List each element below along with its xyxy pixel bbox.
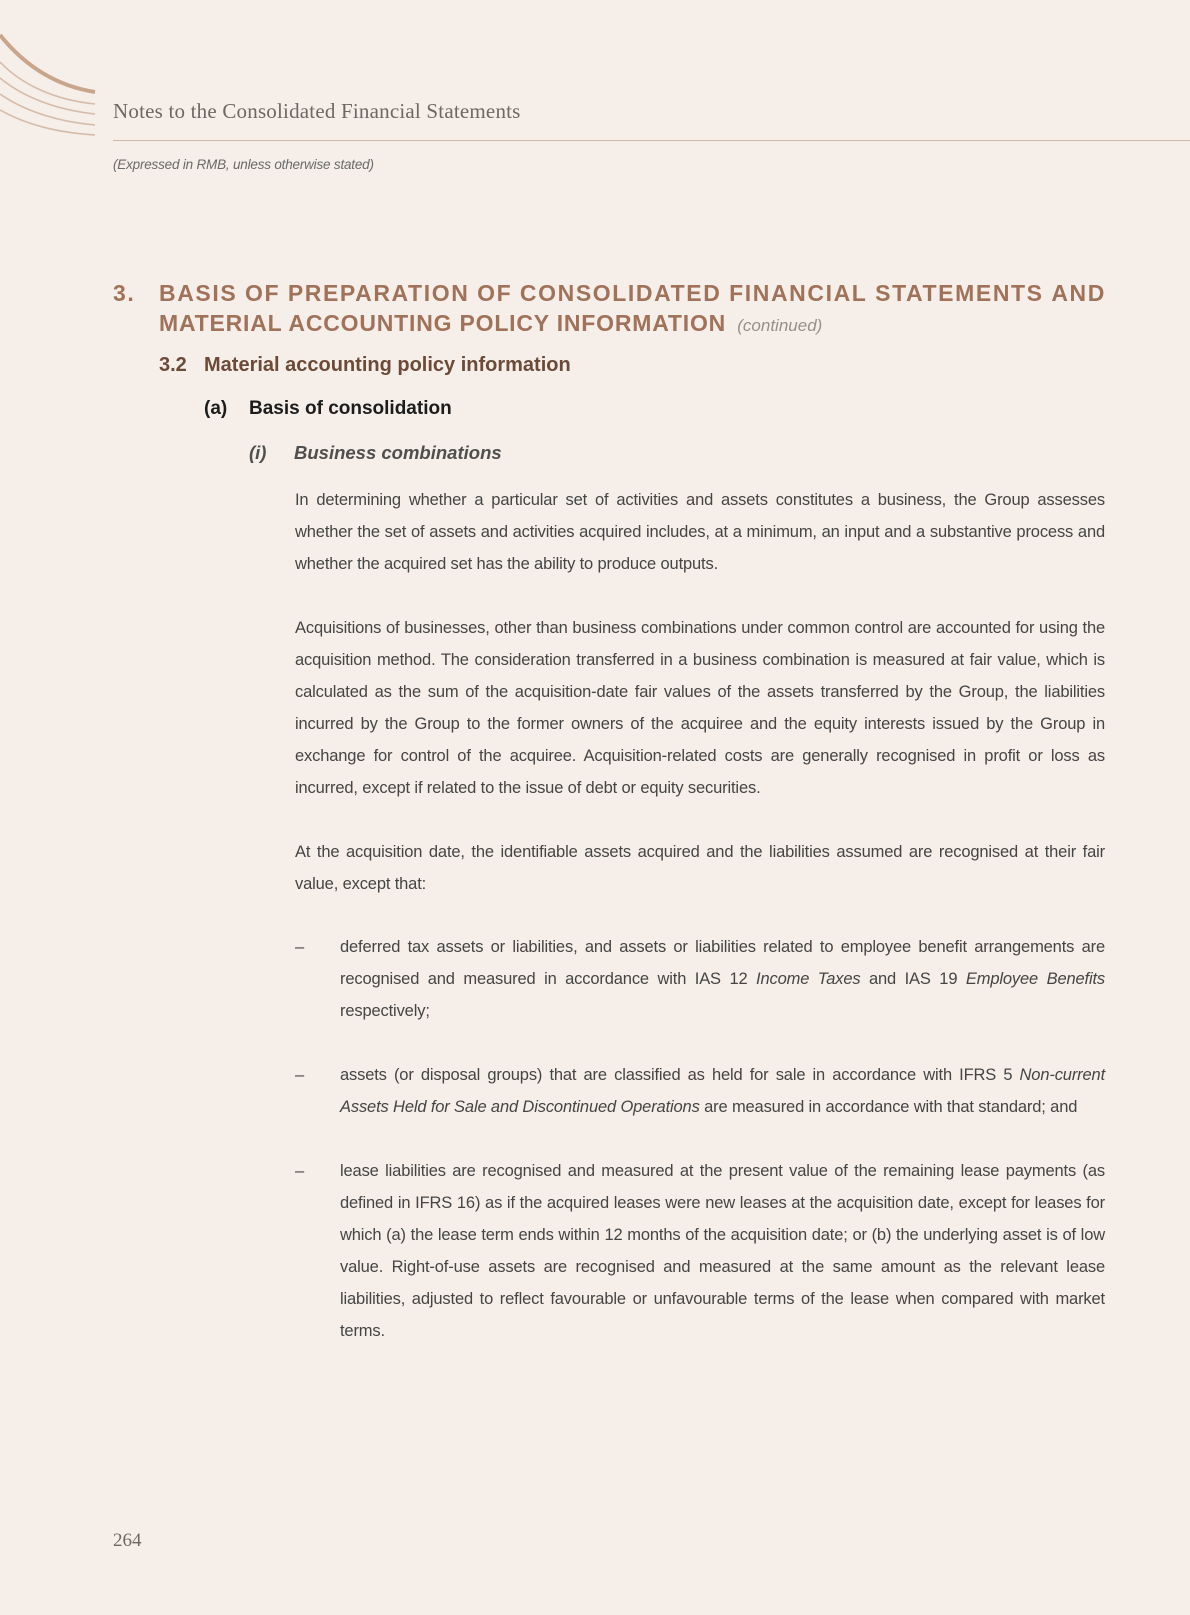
section-title-word: AND (1051, 280, 1106, 306)
subsection-i-number: (i) (249, 442, 267, 463)
continued-label: (continued) (737, 316, 823, 335)
subsection-a-title: Basis of consolidation (249, 398, 452, 419)
bullet-text-part: respectively; (340, 1002, 430, 1020)
bullet-dash: – (295, 1162, 305, 1180)
section-number: 3. (113, 280, 136, 306)
standard-title: Non-current Assets Held for Sale and Discontinued Operations (340, 1066, 1105, 1116)
subsection-i-heading (249, 442, 502, 464)
paragraph-acquisition-method: Acquisitions of businesses, other than business combinations under common control are accounted for using the acquisition method. The consideration transferred in a business combination is measured at fair value, which is calculated as the sum of the acquisition-date fair values of the assets transferred by the Group, the liabilities incurred by the Group to the former owners of the acquiree and the equity interests issued by the Group in exchange for control of the acquiree. Acquisition-related costs are generally recognised in profit or loss as incurred, except if related to the issue of debt or equity securities. (295, 619, 1105, 797)
section-title-line2-text: MATERIAL ACCOUNTING POLICY INFORMATION (159, 310, 727, 336)
section-title-word: CONSOLIDATED (519, 280, 722, 306)
subsection-a-heading (204, 398, 452, 420)
bullet-text-part: assets (or disposal groups) that are classified as held for sale in accordance with IFRS 5 (340, 1066, 1020, 1084)
section-title-word: PREPARATION (287, 280, 470, 306)
bullet-text-part: are measured in accordance with that standard; and (699, 1098, 1078, 1116)
bullet-text-part: deferred tax assets or liabilities, and assets or liabilities related to employee benefit arrangements are recognised and measured in accordance with IAS 12 (340, 938, 1105, 988)
section-title-word: FINANCIAL (729, 280, 868, 306)
section-title-line1 (159, 278, 1106, 308)
bullet-text: lease liabilities are recognised and measured at the present value of the remaining lease payments (as defined in IFRS 16) as if the acquired leases were new leases at the acquisition date, except for leases for which (a) the lease term ends within 12 months of the acquisition date; or (b) the underlying asset is of low value. Right-of-use assets are recognised and measured at the same amount as the relevant lease liabilities, adjusted to reflect favourable or unfavourable terms of the lease when compared with market terms. (340, 1162, 1105, 1340)
header-title: Notes to the Consolidated Financial Statements (113, 99, 521, 123)
section-title-word: OF (244, 280, 281, 306)
bullet-text (340, 1059, 1105, 1123)
header-divider (113, 140, 1190, 141)
standard-title: Employee Benefits (965, 970, 1106, 988)
subsection-heading (159, 354, 571, 377)
paragraph-business-definition: In determining whether a particular set of activities and assets constitutes a business, the Group assesses whether the set of assets and activities acquired includes, at a minimum, an input and a substantive process and whether the acquired set has the ability to produce outputs. (295, 491, 1105, 573)
subsection-number: 3.2 (159, 354, 187, 376)
bullet-text-part: and IAS 19 (860, 970, 966, 988)
section-title-word: STATEMENTS (875, 280, 1044, 306)
corner-arc-decoration (0, 0, 100, 145)
subsection-a-number: (a) (204, 398, 228, 419)
section-title-word: OF (477, 280, 513, 306)
subsection-title: Material accounting policy information (204, 354, 571, 376)
bullet-dash: – (295, 938, 305, 956)
bullet-text (340, 931, 1105, 1027)
standard-title: Income Taxes (756, 970, 861, 988)
section-title-word: BASIS (159, 280, 238, 306)
paragraph-acquisition-date: At the acquisition date, the identifiable assets acquired and the liabilities assumed are recognised at their fair value, except that: (295, 843, 1105, 893)
section-title-line2 (159, 308, 822, 341)
page-number: 264 (113, 1530, 142, 1551)
currency-note: (Expressed in RMB, unless otherwise stated) (113, 157, 374, 172)
bullet-dash: – (295, 1066, 305, 1084)
subsection-i-title: Business combinations (294, 442, 502, 463)
